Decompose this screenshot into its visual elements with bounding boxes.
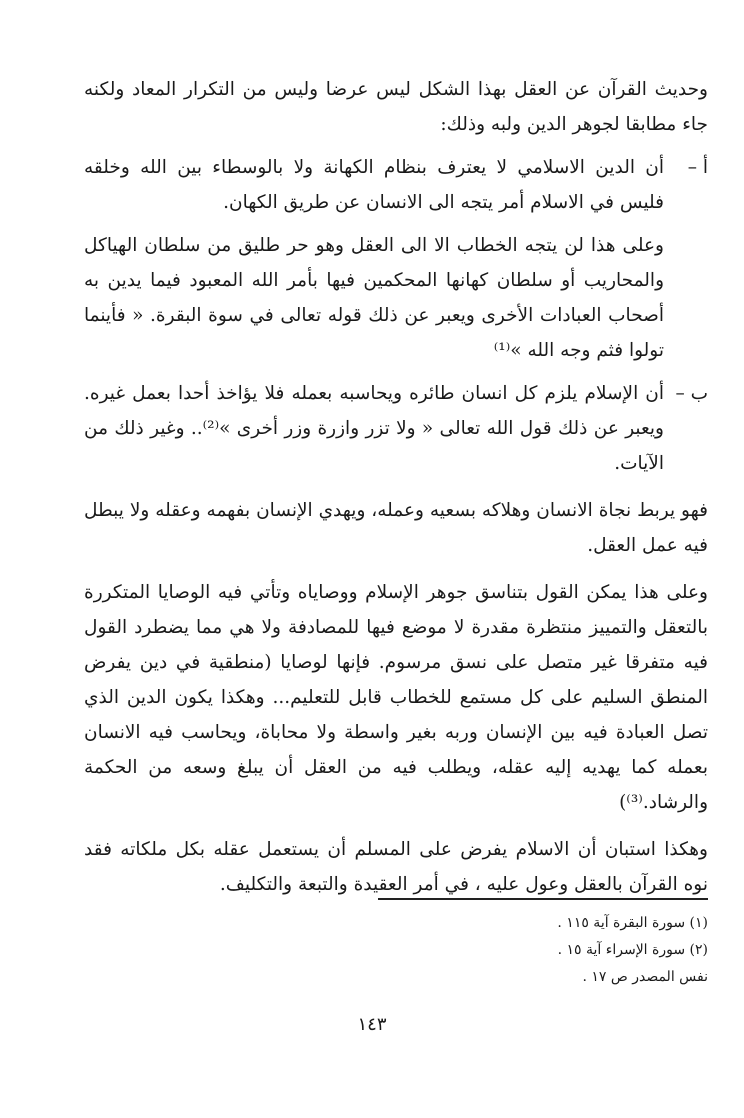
footnote-2: (٢) سورة الإسراء آية ١٥ . [557,942,708,958]
list-item-a-text: أن الدين الاسلامي لا يعترف بنظام الكهانة ولا بالوسطاء بين الله وخلقه فليس في الاسلام أمر يتجه الى الانسان عن طريق الكهان. [84,157,664,213]
page-number: ١٤٣ [357,1014,387,1035]
list-item-a-continuation: وعلى هذا لن يتجه الخطاب الا الى العقل وهو حر طليق من سلطان الهياكل والمحاريب أو سلطان كهانها المحكمين فيها بأمر الله المعبود فيما يدين به أصحاب العبادات الأخرى ويعبر عن ذلك قوله تعالى في سوة البقرة. « فأينما تولوا فثم وجه الله »⁽¹⁾ [84,235,664,361]
footnote-1: (١) سورة البقرة آية ١١٥ . [557,915,708,931]
paragraph-consistency: وعلى هذا يمكن القول بتناسق جوهر الإسلام ووصاياه وتأتي فيه الوصايا المتكررة بالتعقل والتمييز منتظرة مقدرة لا موضع فيها للمصادفة ولا هي مما يضطرد القول فيه متفرقا غير متصل على نسق مرسوم. فإنها لوصايا (منطقية في دين يفرض المنطق السليم على كل مستمع للخطاب قابل للتعليم... وهكذا يكون الدين الذي تصل العبادة فيه بين الإنسان وربه بغير واسطة ولا محاباة، ويحاسب فيه الانسان بعمله كما يهديه إليه عقله، ويطلب فيه من العقل أن يبلغ وسعه من الحكمة والرشاد.⁽³⁾) [84,582,708,813]
footnotes [380,910,708,991]
intro-paragraph: وحديث القرآن عن العقل بهذا الشكل ليس عرضا وليس من التكرار المعاد ولكنه جاء مطابقا لجوهر الدين ولبه وذلك: [84,79,708,135]
list-marker-a: أ – [687,157,708,178]
list-marker-b: ب – [675,383,708,404]
list-item-b-text: أن الإسلام يلزم كل انسان طائره ويحاسبه بعمله فلا يؤاخذ أحدا بعمل غيره. ويعبر عن ذلك قول الله تعالى « ولا تزر وازرة وزر أخرى »⁽²⁾.. وغير ذلك من الآيات. [84,383,664,474]
list-item-b [84,376,708,481]
paragraph-conclusion: وهكذا استبان أن الاسلام يفرض على المسلم أن يستعمل عقله بكل ملكاته فقد نوه القرآن بالعقل وعول عليه ، في أمر العقيدة والتبعة والتكليف. [84,839,708,895]
page-body [84,72,708,910]
list-item-a [84,150,708,220]
footnote-3: نفس المصدر ص ١٧ . [582,969,708,985]
paragraph-salvation: فهو يربط نجاة الانسان وهلاكه بسعيه وعمله، ويهدي الإنسان بفهمه وعقله ولا يبطل فيه عمل العقل. [84,500,708,556]
footnote-separator [378,898,708,900]
